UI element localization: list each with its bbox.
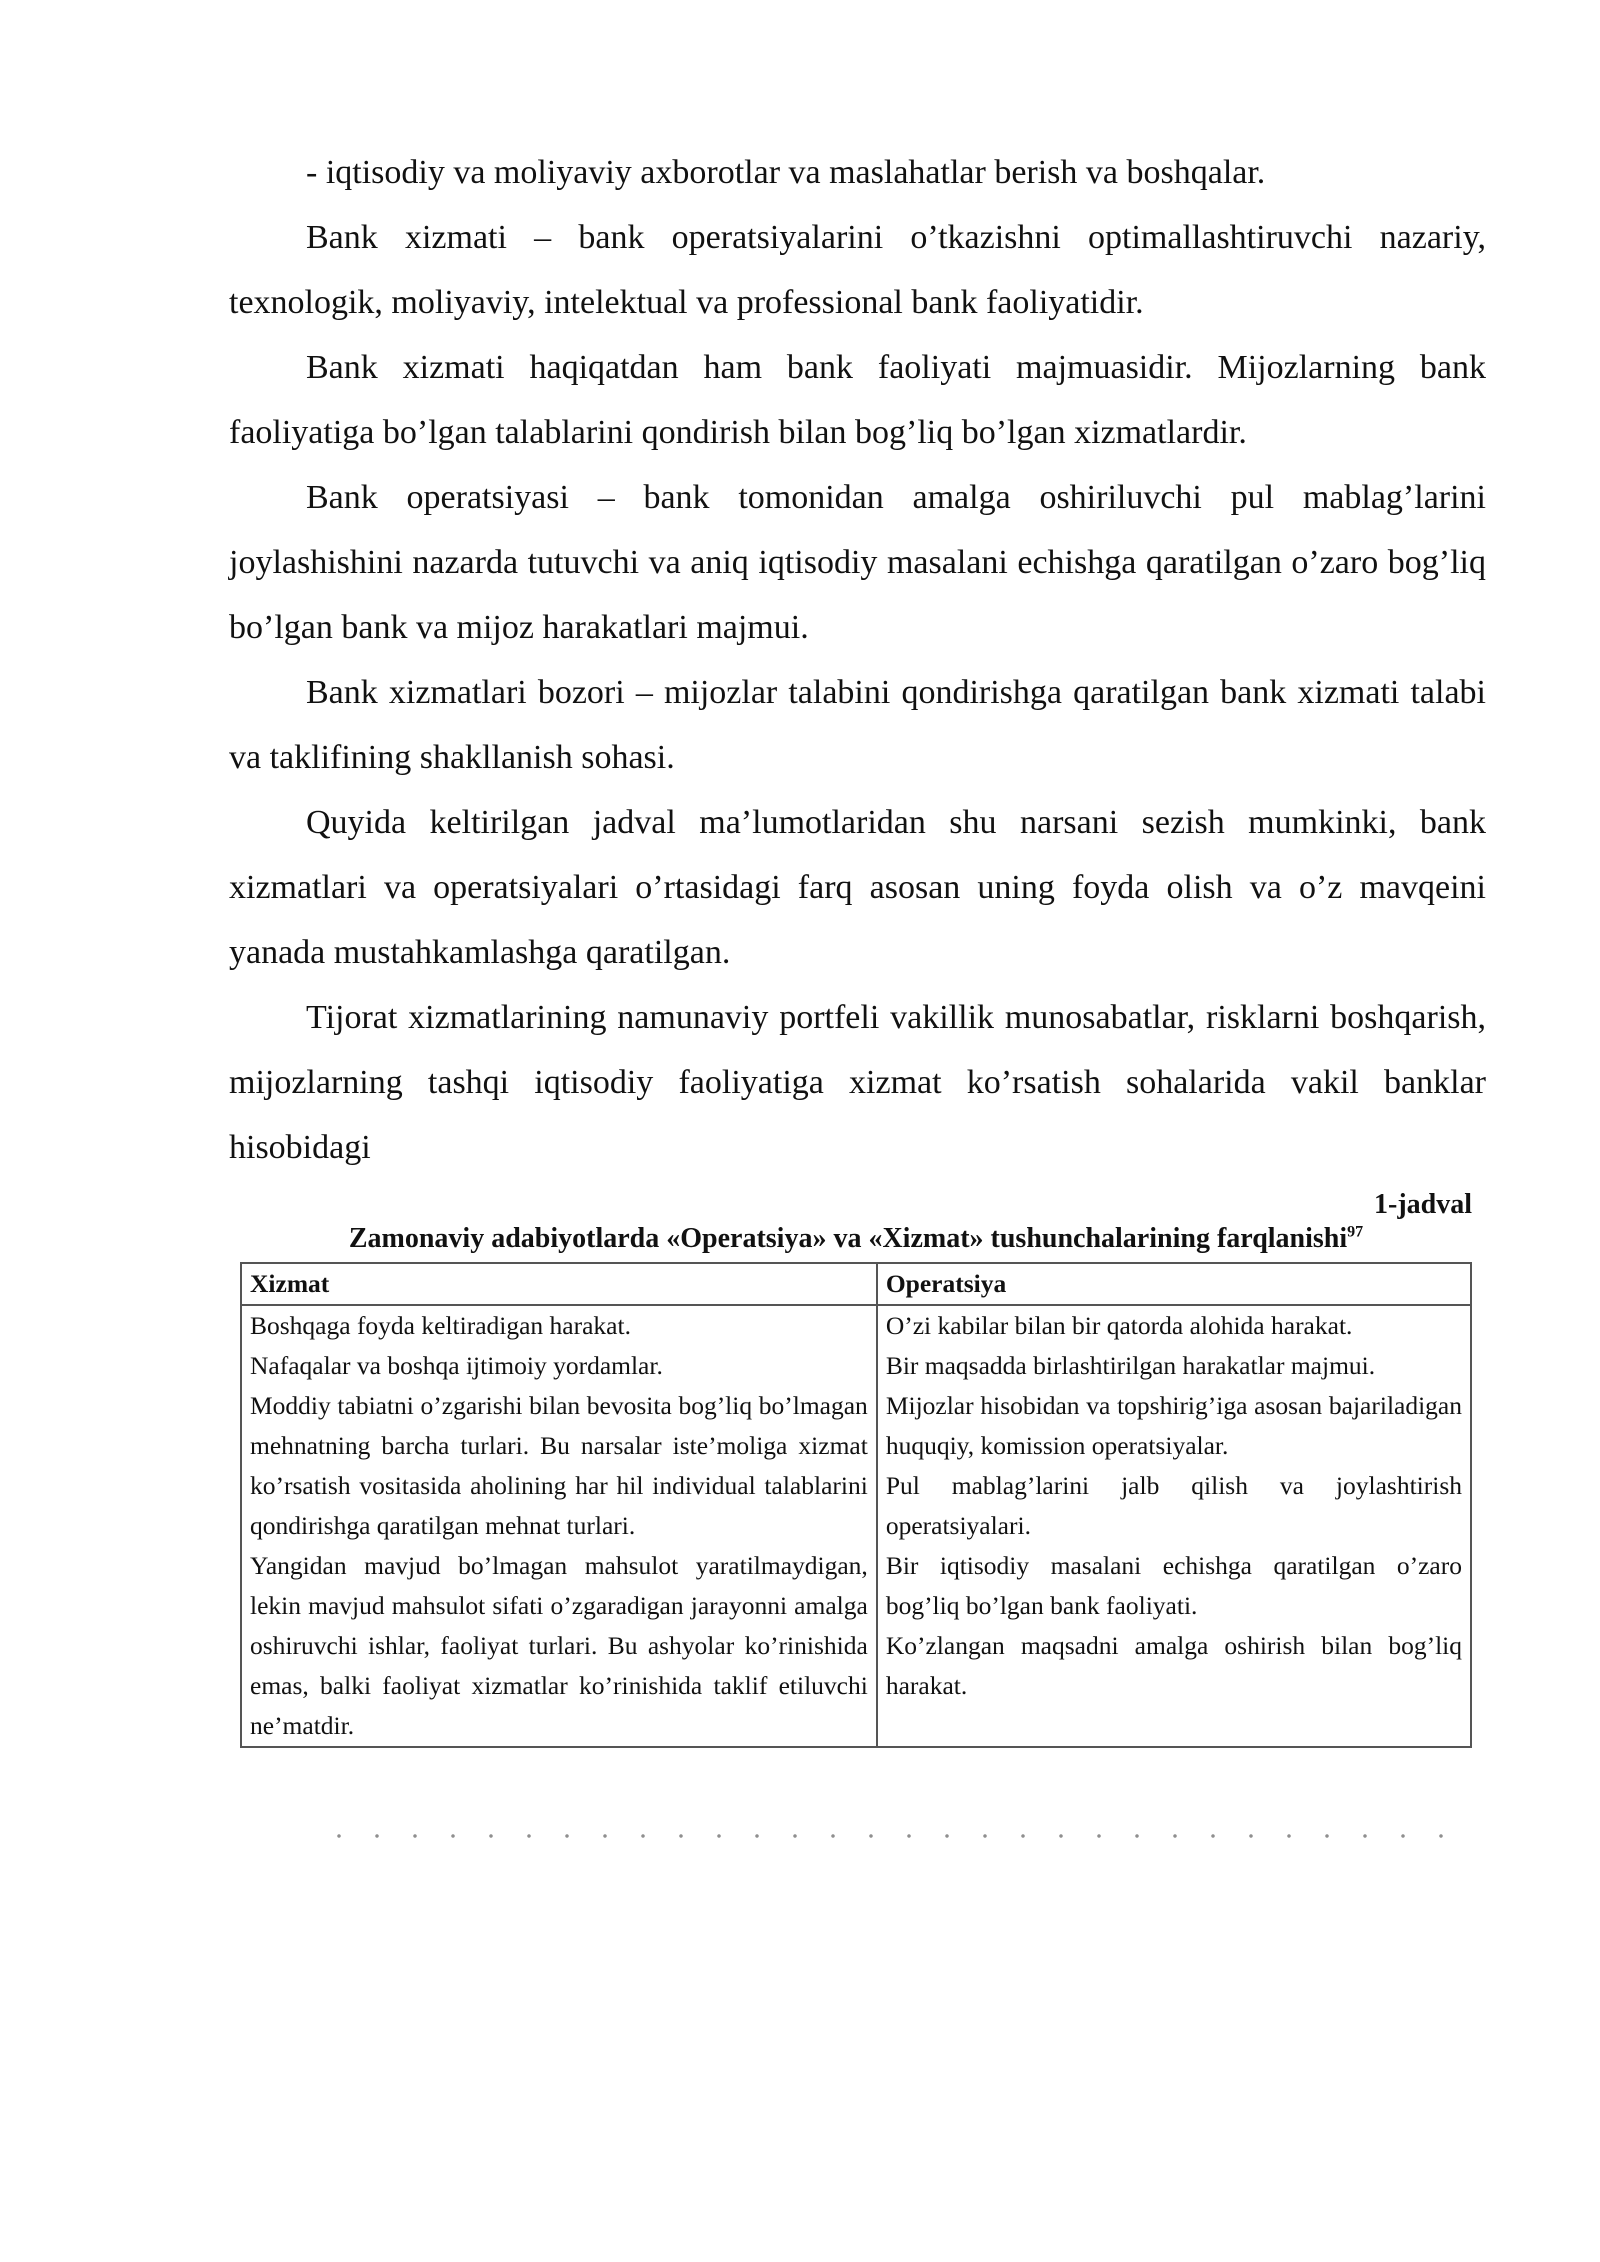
table-header-row bbox=[241, 1263, 1471, 1305]
xizmat-item: Nafaqalar va boshqa ijtimoiy yordamlar. bbox=[250, 1351, 663, 1380]
operatsiya-item: Bir iqtisodiy masalani echishga qaratilgan o’zaro bog’liq bo’lgan bank faoliyati. bbox=[885, 1551, 1462, 1620]
xizmat-item: Moddiy tabiatni o’zgarishi bilan bevosita bog’liq bo’lmagan mehnatning barcha turlari. Bu narsalar iste’moliga xizmat ko’rsatish vositasida aholining har hil individual talablarini qondirishga qaratilgan mehnat turlari. bbox=[250, 1391, 868, 1540]
paragraph: - iqtisodiy va moliyaviy axborotlar va maslahatlar berish va boshqalar. bbox=[306, 154, 1266, 191]
cropped-text-remnant bbox=[320, 1832, 1470, 1840]
table-number: 1-jadval bbox=[1374, 1189, 1472, 1220]
footnote-marker: 97 bbox=[1347, 1223, 1364, 1241]
table-caption bbox=[240, 1188, 1472, 1262]
xizmat-item: Boshqaga foyda keltiradigan harakat. bbox=[250, 1311, 631, 1340]
paragraph: Bank xizmati – bank operatsiyalarini o’tkazishni optimallashtiruvchi nazariy, texnologik, moliyaviy, intelektual va professional bank faoliyatidir. bbox=[229, 219, 1486, 321]
paragraph: Bank xizmatlari bozori – mijozlar talabini qondirishga qaratilgan bank xizmati talabi va taklifining shakllanish sohasi. bbox=[229, 674, 1486, 776]
xizmat-item: Yangidan mavjud bo’lmagan mahsulot yaratilmaydigan, lekin mavjud mahsulot sifati o’zgaradigan jarayonni amalga oshiruvchi ishlar, faoliyat turlari. Bu ashyolar ko’rinishida emas, balki faoliyat xizmatlar ko’rinishida taklif etiluvchi ne’matdir. bbox=[250, 1551, 868, 1740]
operatsiya-item: O’zi kabilar bilan bir qatorda alohida harakat. bbox=[885, 1311, 1353, 1340]
operatsiya-cell bbox=[877, 1305, 1471, 1747]
header-xizmat: Xizmat bbox=[241, 1263, 877, 1305]
table-row bbox=[241, 1305, 1471, 1747]
body-text bbox=[229, 140, 1486, 1180]
header-operatsiya: Operatsiya bbox=[877, 1263, 1471, 1305]
table-title-line bbox=[240, 1222, 1472, 1262]
operatsiya-item: Bir maqsadda birlashtirilgan harakatlar majmui. bbox=[885, 1351, 1376, 1380]
paragraph: Bank operatsiyasi – bank tomonidan amalga oshiriluvchi pul mablag’larini joylashishini nazarda tutuvchi va aniq iqtisodiy masalani echishga qaratilgan o’zaro bog’liq bo’lgan bank va mijoz harakatlari majmui. bbox=[229, 479, 1486, 646]
operatsiya-item: Ko’zlangan maqsadni amalga oshirish bilan bog’liq harakat. bbox=[885, 1631, 1462, 1700]
operatsiya-item: Mijozlar hisobidan va topshirig’iga asosan bajariladigan huquqiy, komission operatsiyalar. bbox=[885, 1391, 1462, 1460]
operatsiya-item: Pul mablag’larini jalb qilish va joylashtirish operatsiyalari. bbox=[885, 1471, 1462, 1540]
xizmat-cell bbox=[241, 1305, 877, 1747]
comparison-table bbox=[240, 1262, 1472, 1748]
table-title: Zamonaviy adabiyotlarda «Operatsiya» va «Xizmat» tushunchalarining farqlanishi bbox=[348, 1223, 1348, 1254]
paragraph: Quyida keltirilgan jadval ma’lumotlaridan shu narsani sezish mumkinki, bank xizmatlari va operatsiyalari o’rtasidagi farq asosan uning foyda olish va o’z mavqeini yanada mustahkamlashga qaratilgan. bbox=[229, 804, 1486, 971]
paragraph: Tijorat xizmatlarining namunaviy portfeli vakillik munosabatlar, risklarni boshqarish, mijozlarning tashqi iqtisodiy faoliyatiga xizmat ko’rsatish sohalarida vakil banklar hisobidagi bbox=[229, 999, 1486, 1166]
paragraph: Bank xizmati haqiqatdan ham bank faoliyati majmuasidir. Mijozlarning bank faoliyatiga bo’lgan talablarini qondirish bilan bog’liq bo’lgan xizmatlardir. bbox=[229, 349, 1486, 451]
